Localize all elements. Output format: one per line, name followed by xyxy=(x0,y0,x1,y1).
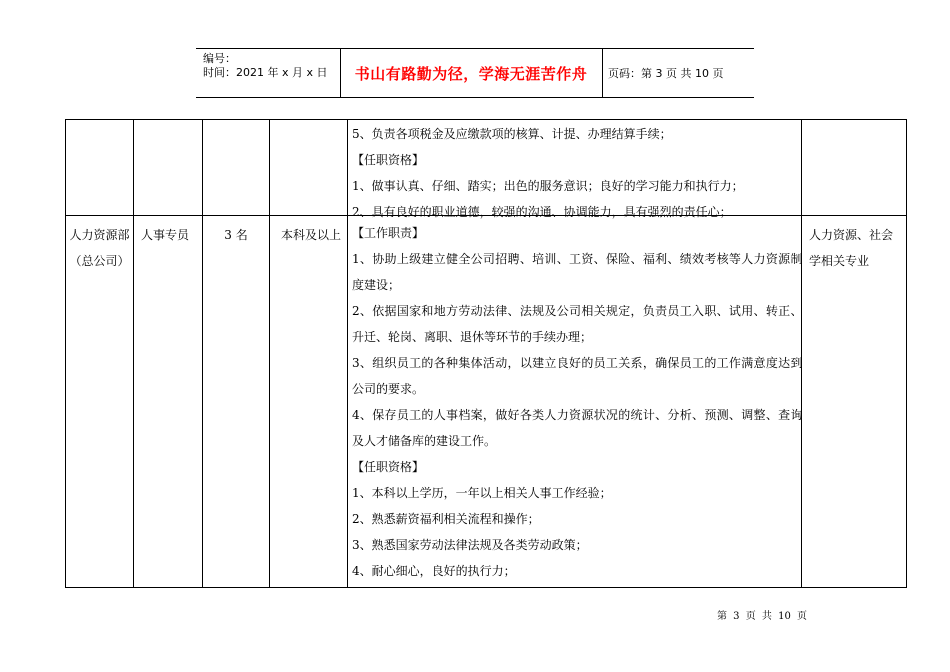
duty-line: 4、保存员工的人事档案，做好各类人力资源状况的统计、分析、预测、调整、查询 xyxy=(352,408,803,422)
header-left-block xyxy=(203,52,343,80)
header-page-code: 页码：第 3 页 共 10 页 xyxy=(608,67,724,80)
continued-duties xyxy=(352,121,802,225)
table-column-divider xyxy=(133,120,134,587)
page-header xyxy=(196,48,754,98)
duty-line: 公司的要求。 xyxy=(352,382,425,396)
number-label: 编号： xyxy=(203,52,236,65)
duty-line: 1、协助上级建立健全公司招聘、培训、工资、保险、福利、绩效考核等人力资源制 xyxy=(352,252,803,266)
position-cell: 人事专员 xyxy=(141,228,190,242)
duty-line: 5、负责各项税金及应缴款项的核算、计提、办理结算手续； xyxy=(352,127,672,141)
duty-line: 3、组织员工的各种集体活动，以建立良好的员工关系，确保员工的工作满意度达到 xyxy=(352,356,803,370)
table-column-divider xyxy=(202,120,203,587)
job-table xyxy=(65,119,907,588)
department-name: 人力资源部 xyxy=(69,228,130,242)
duty-line: 2、依据国家和地方劳动法律、法规及公司相关规定，负责员工入职、试用、转正、 xyxy=(352,304,803,318)
table-column-divider xyxy=(347,120,348,587)
duties-heading: 【工作职责】 xyxy=(352,226,425,240)
qualification-line: 2、熟悉薪资福利相关流程和操作； xyxy=(352,512,540,526)
header-motto: 书山有路勤为径，学海无涯苦作舟 xyxy=(354,64,588,83)
major-line: 学相关专业 xyxy=(809,254,870,268)
department-note: （总公司） xyxy=(69,254,130,268)
time-label: 时间：2021 年 x 月 x 日 xyxy=(203,66,328,79)
duty-line: 1、做事认真、仔细、踏实；出色的服务意识；良好的学习能力和执行力； xyxy=(352,179,744,193)
department-cell xyxy=(66,222,133,274)
major-cell xyxy=(809,222,905,274)
headcount-cell: 3 名 xyxy=(224,228,248,242)
qualification-line: 3、熟悉国家劳动法律法规及各类劳动政策； xyxy=(352,538,588,552)
qualification-heading: 【任职资格】 xyxy=(352,460,425,474)
job-duties xyxy=(352,220,802,584)
page-footer: 第 3 页 共 10 页 xyxy=(717,611,807,622)
education-cell: 本科及以上 xyxy=(281,228,342,242)
qualification-line: 1、本科以上学历，一年以上相关人事工作经验； xyxy=(352,486,612,500)
header-divider xyxy=(602,49,603,97)
duty-line: 及人才储备库的建设工作。 xyxy=(352,434,497,448)
duty-line: 度建设； xyxy=(352,278,401,292)
duty-line: 升迁、轮岗、离职、退休等环节的手续办理； xyxy=(352,330,593,344)
table-column-divider xyxy=(269,120,270,587)
qualification-line: 4、耐心细心，良好的执行力； xyxy=(352,564,516,578)
qualification-heading: 【任职资格】 xyxy=(352,153,425,167)
duty-line: 2、具有良好的职业道德，较强的沟通、协调能力，具有强烈的责任心； xyxy=(352,205,732,219)
major-line: 人力资源、社会 xyxy=(809,228,894,242)
